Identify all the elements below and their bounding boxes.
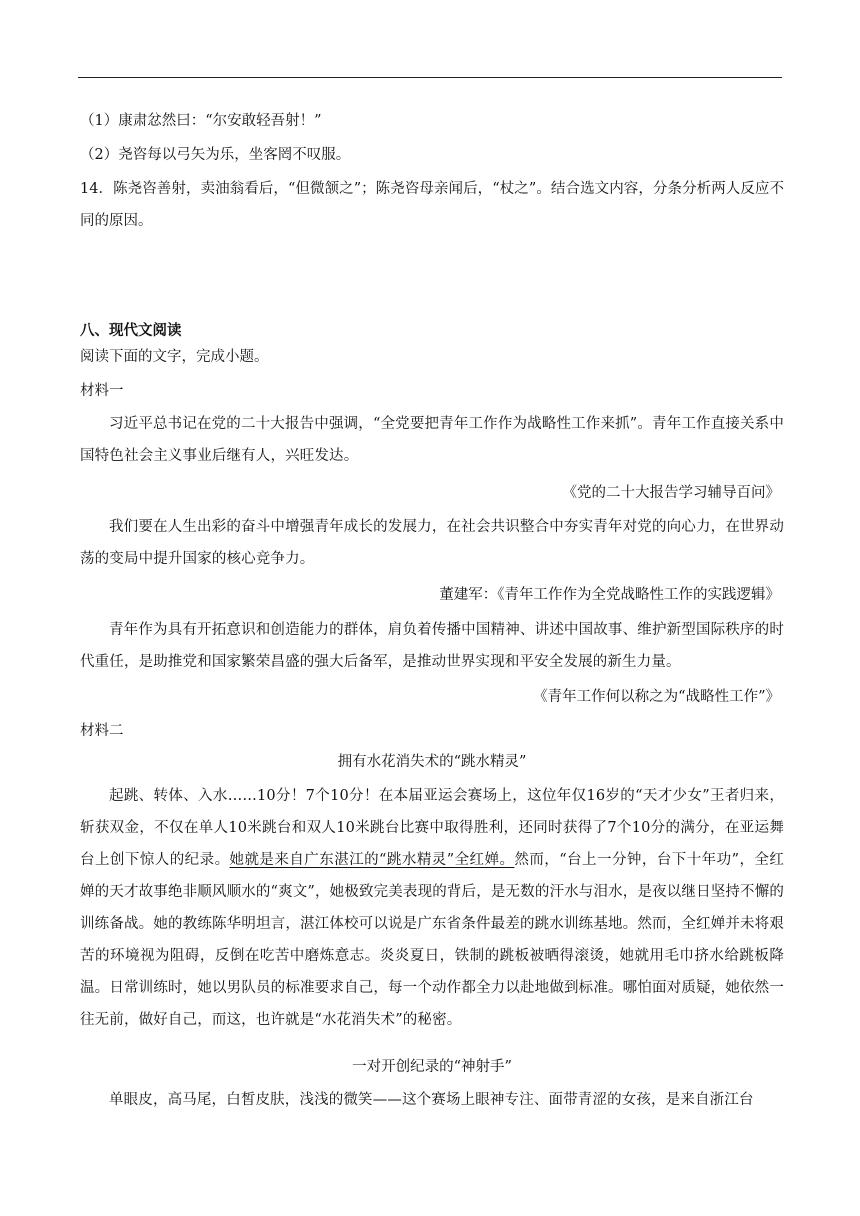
translation-item-1: （1）康肃忿然曰：“尔安敢轻吾射！” (80, 113, 322, 129)
translation-item-2: （2）尧咨每以弓矢为乐，坐客罔不叹服。 (80, 147, 351, 163)
material-2-subtitle-1: 拥有水花消失术的“跳水精灵” (337, 754, 527, 770)
header-rule (78, 77, 782, 78)
material-1-paragraph-2: 我们要在人生出彩的奋斗中增强青年成长的发展力，在社会共识整合中夯实青年对党的向心力，在世界动荡的变局中提升国家的核心竞争力。 (80, 519, 784, 567)
material-1-paragraph-1: 习近平总书记在党的二十大报告中强调，“全党要把青年工作作为战略性工作来抓”。青年工作直接关系中国特色社会主义事业后继有人，兴旺发达。 (80, 416, 784, 464)
section-heading: 八、现代文阅读 (80, 323, 182, 339)
underlined-sentence: 她就是来自广东湛江的“跳水精灵”全红婵。 (229, 852, 515, 868)
material-1-source-1: 《党的二十大报告学习辅导百问》 (562, 485, 780, 501)
material-2-subtitle-2: 一对开创纪录的“神射手” (352, 1059, 512, 1075)
material-1-label: 材料一 (80, 383, 124, 399)
material-1-source-3: 《青年工作何以称之为“战略性工作”》 (533, 689, 780, 705)
material-2-label: 材料二 (80, 723, 124, 739)
material-1-source-2: 董建军：《青年工作作为全党战略性工作的实践逻辑》 (439, 587, 780, 603)
material-1-paragraph-3: 青年作为具有开拓意识和创造能力的群体，肩负着传播中国精神、讲述中国故事、维护新型国际秩序的时代重任，是助推党和国家繁荣昌盛的强大后备军，是推动世界实现和平安全发展的新生力量。 (80, 622, 784, 670)
material-2-paragraph-2: 单眼皮，高马尾，白皙皮肤，浅浅的微笑——这个赛场上眼神专注、面带青涩的女孩，是来自浙江台 (109, 1092, 754, 1108)
material-2-paragraph-1 (80, 780, 784, 1036)
paragraph-text: 起跳、转体、入水……10分！7个10分！在本届亚运会赛场上，这位年仅16岁的“天才少女”王者归来，斩获双金，不仅在单人10米跳台和双人10米跳台比赛中取得胜利，还同时获得了7个10分的满分，在亚运舞台上创下惊人的纪录。 (80, 788, 784, 868)
section-instruction: 阅读下面的文字，完成小题。 (80, 349, 269, 365)
paragraph-text: 然而，“台上一分钟，台下十年功”，全红婵的天才故事绝非顺风顺水的“爽文”，她极致完美表现的背后，是无数的汗水与泪水，是夜以继日坚持不懈的训练备战。她的教练陈华明坦言，湛江体校可以说是广东省条件最差的跳水训练基地。然而，全红婵并未将艰苦的环境视为阻碍，反倒在吃苦中磨炼意志。炎炎夏日，铁制的跳板被晒得滚烫，她就用毛巾挤水给跳板降温。日常训练时，她以男队员的标准要求自己，每一个动作都全力以赴地做到标准。哪怕面对质疑，她依然一往无前，做好自己，而这，也许就是“水花消失术”的秘密。 (80, 852, 784, 1028)
question-14: 14．陈尧咨善射，卖油翁看后，“但微颔之”；陈尧咨母亲闻后，“杖之”。结合选文内容，分条分析两人反应不同的原因。 (80, 181, 784, 229)
